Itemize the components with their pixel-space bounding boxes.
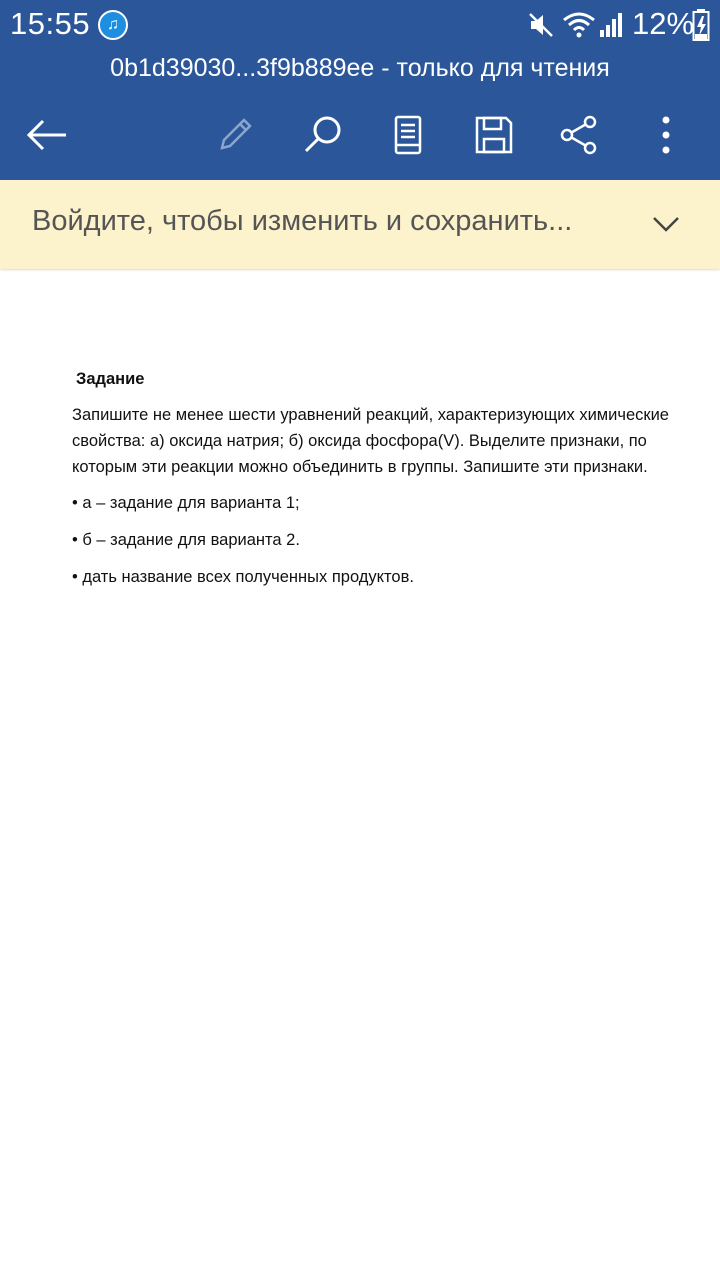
mobile-view-button[interactable]	[383, 110, 433, 160]
back-arrow-icon	[26, 119, 68, 151]
share-button[interactable]	[554, 110, 604, 160]
document-title: 0b1d39030...3f9b889ee - только для чтения	[110, 54, 610, 82]
status-time: 15:55	[10, 6, 91, 41]
signal-icon	[598, 10, 624, 40]
chevron-down-icon[interactable]	[648, 206, 684, 242]
edit-button[interactable]	[210, 110, 260, 160]
sign-in-banner-text: Войдите, чтобы изменить и сохранить...	[32, 205, 573, 237]
document-page	[72, 366, 697, 601]
more-options-button[interactable]	[641, 110, 691, 160]
save-icon	[474, 115, 514, 155]
battery-charging-icon	[692, 8, 710, 42]
music-app-icon: ♫	[98, 10, 128, 40]
document-bullet-3: • дать название всех полученных продуктов.	[72, 568, 414, 586]
mobile-view-icon	[393, 115, 423, 155]
more-vert-icon	[660, 115, 672, 155]
wifi-icon	[562, 10, 596, 40]
document-bullet-2: • б – задание для варианта 2.	[72, 531, 300, 549]
document-paragraph: Запишите не менее шести уравнений реакций, характеризующих химические свойства: а) оксида натрия; б) оксида фосфора(V). Выделите признаки, по которым эти реакции можно объединить в группы. Запишите эти признаки.	[72, 406, 669, 476]
mute-icon	[526, 10, 556, 40]
battery-level: 12%	[632, 6, 695, 41]
document-bullet-1: • а – задание для варианта 1;	[72, 494, 300, 512]
document-heading: Задание	[76, 370, 145, 388]
search-button[interactable]	[297, 110, 347, 160]
back-button[interactable]	[22, 110, 72, 160]
sign-in-banner[interactable]	[0, 180, 720, 269]
share-icon	[559, 115, 599, 155]
app-bar	[0, 0, 720, 180]
save-button[interactable]	[469, 110, 519, 160]
search-icon	[301, 114, 343, 156]
pencil-icon	[214, 114, 256, 156]
status-bar	[0, 0, 720, 50]
